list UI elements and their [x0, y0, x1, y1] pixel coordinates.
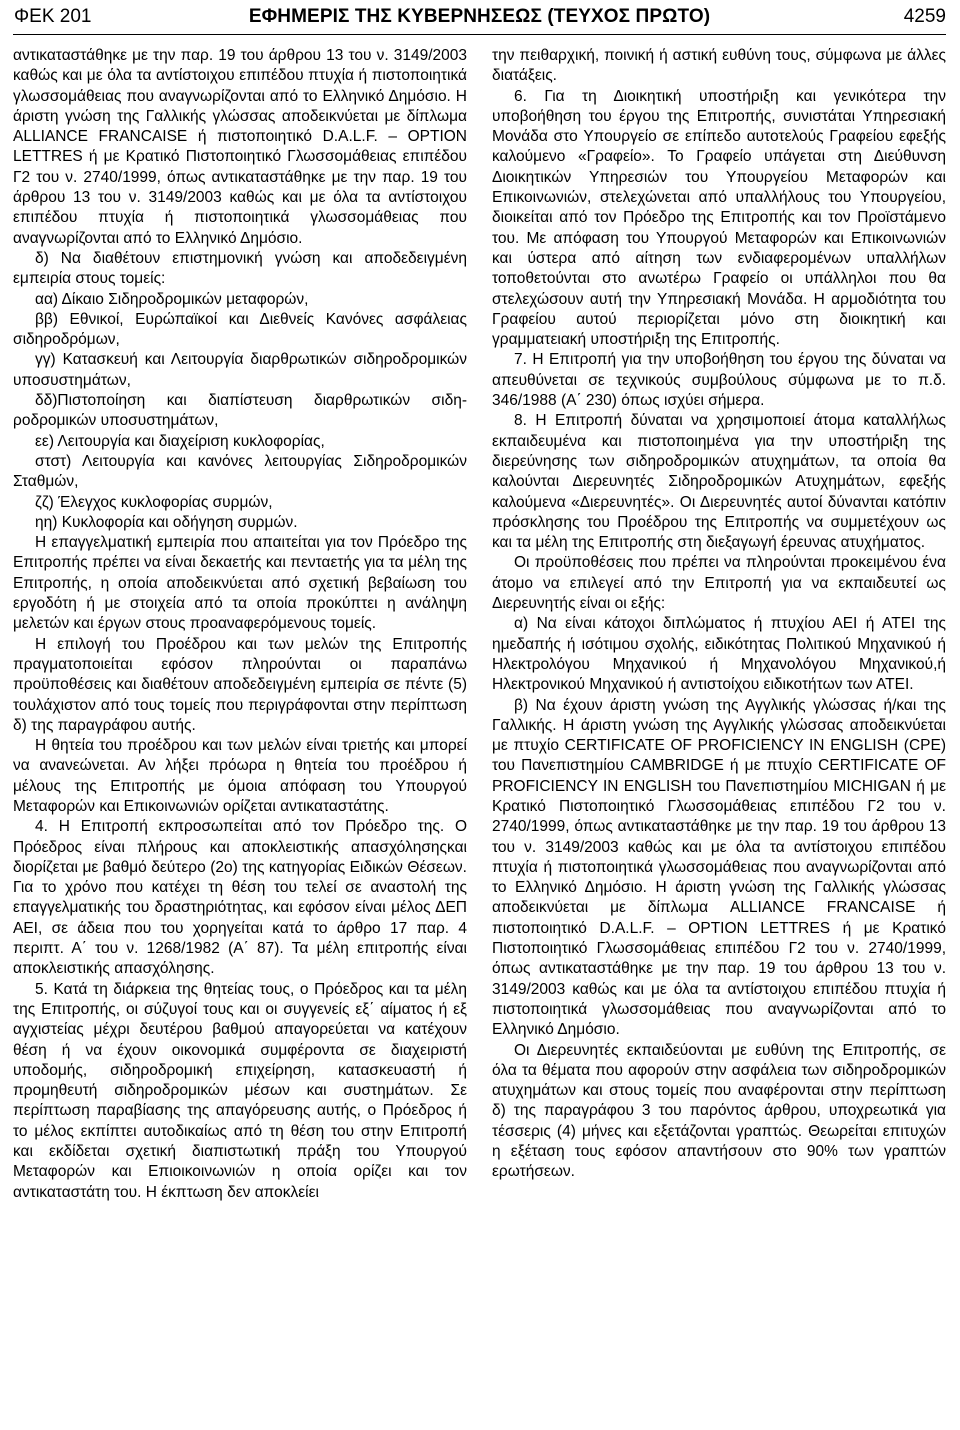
- right-column: [492, 46, 946, 1203]
- gazette-title: ΕΦΗΜΕΡΙΣ ΤΗΣ ΚΥΒΕΡΝΗΣΕΩΣ (ΤΕΥΧΟΣ ΠΡΩΤΟ): [248, 6, 711, 27]
- page-header: [13, 0, 946, 35]
- issue-number: ΦΕΚ 201: [14, 6, 92, 27]
- paragraph: 5. Κατά τη διάρκεια της θητείας τους, ο Πρόεδρος και τα μέλη της Επιτροπής, οι σύζυγοί τους και οι συγγενείς εξ΄ αίματος ή εξ αγχιστείας μέχρι δευτέρου βαθμού απαγορεύεται να κατέχουν θέση ή να έχουν οικονομικά συμφέροντα σε διαχειριστή υποδομής, σιδηροδρομική επιχείρηση, κατασκευαστή ή προμηθευτή σιδηροδρομικών μέσων και συστημάτων. Σε περίπτωση παραβίασης της απαγόρευσης αυτής, ο Πρόεδρος ή το μέλος εκπίπτει αυτοδικαίως από τη θέση του στην Επιτροπή και εκδίδεται σχετική διαπιστωτική πράξη του Υπουργού Μεταφορών και Επιοικοινωνιών η οποία ορίζει και τον αντικαταστάτη του. Η έκπτωση δεν αποκλείει: [13, 980, 467, 1201]
- paragraph: αντικαταστάθηκε με την παρ. 19 του άρθρου 13 του ν. 3149/2003 καθώς και με όλα τα αντίστοιχου επιπέδου πτυχία ή πιστοποιητικά γλωσσομάθειας που αναγνωρίζονται από το Ελληνικό Δημόσιο. Η άριστη γνώση της Γαλλικής γλώσσας αποδεικνύεται με δίπλωμα ALLIANCE FRANCAISE ή πιστοποιητικό D.A.L.F. – OPTION LETTRES ή με Κρατικό Πιστοποιητικό Γλωσσομάθειας επιπέδου Γ2 του ν. 2740/1999, όπως αντικαταστάθηκε με την παρ. 19 του άρθρου 13 του ν. 3149/2003 καθώς και με όλα τα αντίστοιχου επιπέδου πτυχία ή πιστοποιητικά γλωσσομάθειας που αναγνωρίζονται από το Ελληνικό Δημόσιο.: [13, 47, 467, 247]
- paragraph: 4. Η Επιτροπή εκπροσωπείται από τον Πρόεδρο της. Ο Πρόεδρος είναι πλήρους και αποκλειστικής απασχόλησηςκαι διορίζεται με βαθμό δεύτερο (2ο) της κατηγορίας Ειδικών Θέσεων. Για το χρόνο που κατέχει τη θέση του τελεί σε αναστολή της επαγγελματικής του δραστηριότητας, και εφόσον είναι μέλος ΔΕΠ ΑΕΙ, σε άδεια που του χορηγείται κατά το άρθρο 17 παρ. 4 περιπτ. Α΄ του ν. 1268/1982 (Α΄ 87). Τα μέλη επιτροπής είναι αποκλειστικής απασχόλησης.: [13, 818, 467, 978]
- paragraph: 8. Η Επιτροπή δύναται να χρησιμοποιεί άτομα καταλλήλως εκπαιδευμένα και πιστοποιημένα για την υποστήριξη της διερεύνησης των σιδηροδρομικών ατυχημάτων, τα οποία θα καλούνται Διερευνητές Σιδηροδρομικών Ατυχημάτων, εφεξής καλούμενα «Διερευνητές». Οι Διερευνητές αυτοί δύνανται κατόπιν πρόσκλησης του Προέδρου της Επιτροπής να συμμετέχουν ως και τα μέλη της Επιτροπής στη διεξαγωγή έρευνας ατυχήματος.: [492, 412, 946, 552]
- paragraph: 7. Η Επιτροπή για την υποβοήθηση του έργου της δύναται να απευθύνεται σε τεχνικούς συμβούλους σύμφωνα με το π.δ. 346/1988 (Α΄ 230) όπως ισχύει σήμερα.: [492, 351, 946, 410]
- paragraph: β) Να έχουν άριστη γνώση της Αγγλικής γλώσσας ή/και της Γαλλικής. Η άριστη γνώση της Αγγλικής γλώσσας αποδεικνύεται με πτυχίο CERTIFICATE OF PROFICIENCY IN ENGLISH (CPE) του Πανεπιστημίου CAMBRIDGE ή με πτυχίο CERTIFICATE OF PROFICIENCY IN ENGLISH του Πανεπιστημίου MICHIGAN ή με Κρατικό Πιστοποιητικό Γλωσσομάθειας επιπέδου Γ2 του ν. 2740/1999, όπως αντικαταστάθηκε με την παρ. 19 του άρθρου 13 του ν. 3149/2003 καθώς και με όλα τα αντίστοιχου επιπέδου πτυχία ή πιστοποιητικά γλωσσομάθειας που αναγνωρίζονται από το Ελληνικό Δημόσιο. Η άριστη γνώση της Γαλλικής γλώσσας αποδεικνύεται με δίπλωμα ALLIANCE FRANCAISE ή πιστοποιητικό D.A.L.F. – OPTION LETTRES ή με Κρατικό Πιστοποιητικό Γλωσσομάθειας επιπέδου Γ2 του ν. 2740/1999, όπως αντικαταστάθηκε με την παρ. 19 του άρθρου 13 του ν. 3149/2003 καθώς και με όλα τα αντίστοιχου επιπέδου πτυχία ή πιστοποιητικά γλωσσομάθειας που αναγνωρίζονται από το Ελληνικό Δημόσιο.: [492, 696, 946, 1039]
- paragraph: Η επιλογή του Προέδρου και των μελών της Επιτροπής πραγματοποιείται εφόσον πληρούνται οι παραπάνω προϋποθέσεις και διαθέτουν αποδεδειγμένη εμπειρία σε πέντε (5) τουλάχιστον από τους τομείς που περιγράφονται στην περίπτωση δ) της παραγράφου αυτής.: [13, 635, 467, 734]
- paragraph: ηη) Κυκλοφορία και οδήγηση συρμών.: [35, 513, 298, 531]
- paragraph: α) Να είναι κάτοχοι διπλώματος ή πτυχίου ΑΕΙ ή ΑΤΕΙ της ημεδαπής ή ισότιμου σχολής, ειδικότητας Πολιτικού Μηχανικού ή Ηλεκτρολόγου Μηχανικού ή Μηχανολόγου Μηχανικού,ή Ηλεκτρονικού Μηχανικού ή αντιστοίχου ειδικοτήτων των ΑΤΕΙ.: [492, 615, 946, 694]
- paragraph: στστ) Λειτουργία και κανόνες λειτουργίας Σιδηροδρομικών Σταθμών,: [13, 452, 467, 491]
- text-columns: [13, 46, 946, 1203]
- paragraph: Η θητεία του προέδρου και των μελών είναι τριετής και μπορεί να ανανεώνεται. Αν λήξει πρόωρα η θητεία του προέδρου ή μέλους της Επιτροπής με όμοια απόφαση του Υπουργού Μεταφορών και Επικοινωνιών ορίζεται αντικαταστάτης.: [13, 737, 467, 815]
- paragraph: αα) Δίκαιο Σιδηροδρομικών μεταφορών,: [35, 290, 309, 308]
- paragraph: την πειθαρχική, ποινική ή αστική ευθύνη τους, σύμφωνα με άλλες διατάξεις.: [492, 47, 946, 85]
- paragraph: ββ) Εθνικοί, Ευρώπαϊκοί και Διεθνείς Κανόνες ασφάλειας σιδηροδρόμων,: [13, 310, 467, 349]
- page-number: 4259: [903, 6, 946, 27]
- paragraph: Η επαγγελματική εμπειρία που απαιτείται για τον Πρόεδρο της Επιτροπής πρέπει να είναι δεκαετής και πενταετής για τα μέλη της Επιτροπής, η οποία αποδεικνύεται από σχετική βεβαίωση του εργοδότη ή με στοιχεία από τα οποία προκύπτει η ανάληψη μελετών και έργων στους προαναφερόμενους τομείς.: [13, 534, 467, 633]
- paragraph: Οι προϋποθέσεις που πρέπει να πληρούνται προκειμένου ένα άτομο να επιλεγεί από την Επιτροπή για να εκπαιδευτεί ως Διερευνητής είναι οι εξής:: [492, 554, 946, 613]
- paragraph: γγ) Κατασκευή και Λειτουργία διαρθρωτικών σιδηροδρομικών υποσυστημάτων,: [13, 351, 467, 389]
- paragraph: εε) Λειτουργία και διαχείριση κυκλοφορίας,: [35, 432, 325, 450]
- paragraph: δ) Να διαθέτουν επιστημονική γνώση και αποδεδειγμένη εμπειρία στους τομείς:: [13, 249, 467, 288]
- paragraph: Οι Διερευνητές εκπαιδεύονται με ευθύνη της Επιτροπής, σε όλα τα θέματα που αφορούν στην ασφάλεια των σιδηροδρομικών ατυχημάτων και στους τομείς που αναφέρονται στην περίπτωση δ) της παραγράφου 3 του παρόντος άρθρου, υποχρεωτικά για τέσσερις (4) μήνες και εξετάζονται γραπτώς. Θεωρείται επιτυχών η εξέταση τους εφόσον απαντήσουν στο 90% των γραπτών ερωτήσεων.: [492, 1041, 946, 1181]
- paragraph: ζζ) Έλεγχος κυκλοφορίας συρμών,: [35, 493, 273, 511]
- paragraph: δδ)Πιστοποίηση και διαπίστευση διαρθρωτικών σιδηροδρομικών υποσυστημάτων,: [13, 392, 467, 430]
- paragraph: 6. Για τη Διοικητική υποστήριξη και γενικότερα την υποβοήθηση του έργου της Επιτροπής, συνιστάται Υπηρεσιακή Μονάδα στο Υπουργείο σε επίπεδο αυτοτελούς Γραφείου εφεξής καλούμενο «Γραφείο». Το Γραφείο υπάγεται στη Διεύθυνση Διοικητικών Υπηρεσιών του Υπουργείου Μεταφορών και Επικοινωνιών, στελεχώνεται από υπαλλήλους του Υπουργείου, διοικείται από τον Πρόεδρο της Επιτροπής και τον Προϊστάμενο του. Με απόφαση του Υπουργού Μεταφορών και Επικοινωνιών και ύστερα από αίτηση των ενδιαφερομένων υπαλλήλων τοποθετούνται στο ανωτέρω Γραφείο οι υπάλληλοι που θα στελεχώσουν αυτή την Υπηρεσιακή Μονάδα. Η αρμοδιότητα του Γραφείου αυτού περιορίζεται μόνο στη διοικητική και γραμματειακή υποστήριξη της Επιτροπής.: [492, 87, 946, 349]
- left-column: [13, 46, 467, 1203]
